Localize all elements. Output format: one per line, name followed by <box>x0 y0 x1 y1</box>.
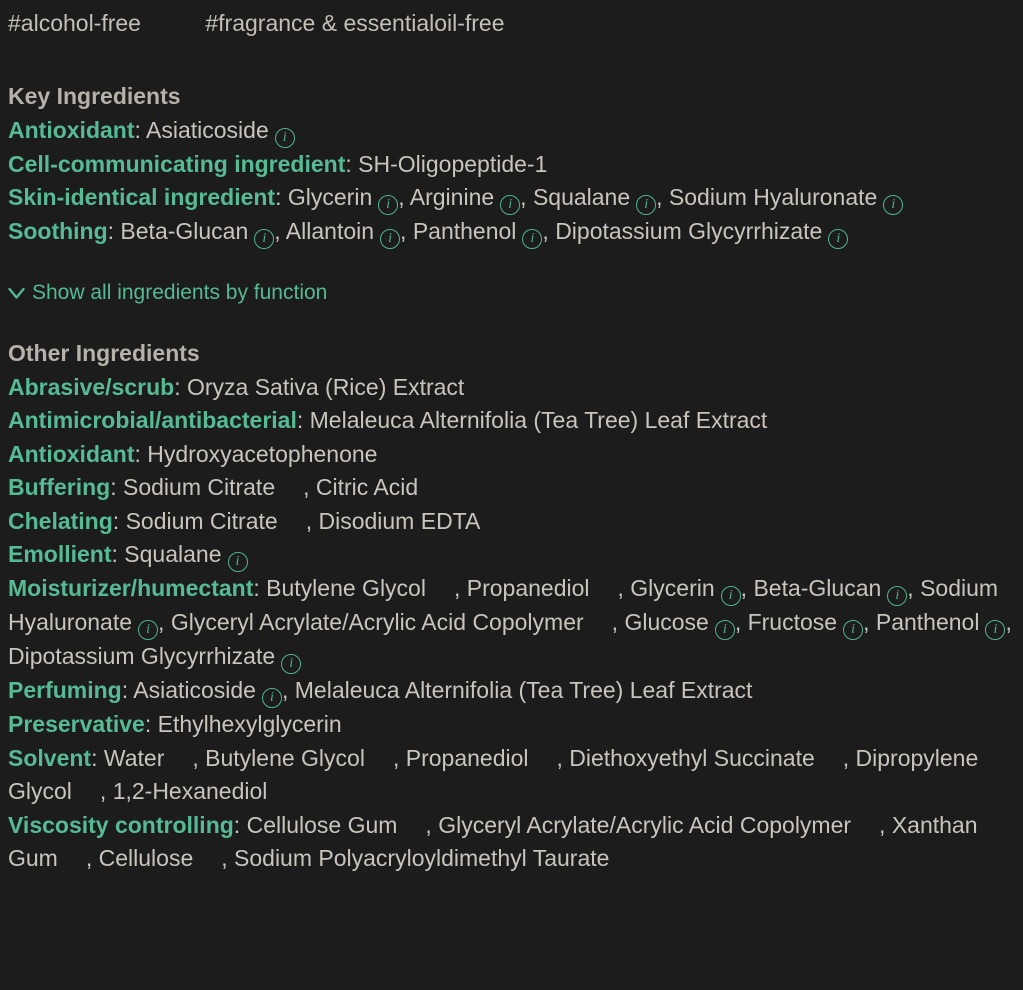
ingredient-link[interactable]: Cellulose Gum <box>246 811 398 838</box>
ingredient-link[interactable]: Ethylhexylglycerin <box>157 711 342 737</box>
info-icon[interactable]: i <box>500 195 520 215</box>
info-icon[interactable]: i <box>262 688 282 708</box>
ingredient-link[interactable]: Asiaticoside <box>133 677 256 703</box>
function-label[interactable]: Viscosity controlling <box>8 811 234 838</box>
chevron-down-icon <box>8 276 25 310</box>
function-label[interactable]: Solvent <box>8 744 92 771</box>
key-ingredients-heading: Key Ingredients <box>8 83 181 109</box>
info-icon[interactable]: i <box>228 552 248 572</box>
info-icon[interactable]: i <box>275 128 295 148</box>
ingredient-link[interactable]: Citric Acid <box>315 474 419 500</box>
ingredient-row: Antioxidant: Asiaticoside i <box>8 114 1013 148</box>
ingredient-row: Emollient: Squalane i <box>8 538 1013 572</box>
ingredient-link[interactable]: Asiaticoside <box>146 116 269 143</box>
ingredient-link[interactable]: Dipotassium Glycyrrhizate <box>8 643 276 669</box>
key-ingredients-list <box>8 114 1013 250</box>
ingredient-row: Chelating: Sodium Citrate , Disodium EDTA <box>8 507 481 534</box>
ingredient-link[interactable]: Xanthan Gum <box>8 811 978 871</box>
ingredient-link[interactable]: Allantoin <box>285 218 375 244</box>
info-icon[interactable]: i <box>715 620 735 640</box>
hashtag-row <box>8 6 1013 40</box>
hashtag-fragrance-essentialoil-free[interactable]: #fragrance & essentialoil-free <box>205 10 505 36</box>
info-icon[interactable]: i <box>378 195 398 215</box>
info-icon[interactable]: i <box>636 195 656 215</box>
ingredient-row: Antimicrobial/antibacterial: Melaleuca Alternifolia (Tea Tree) Leaf Extract <box>8 407 768 433</box>
info-icon[interactable]: i <box>828 229 848 249</box>
ingredient-link[interactable]: Glucose <box>624 609 709 635</box>
function-label[interactable]: Soothing <box>8 218 108 244</box>
ingredient-link[interactable]: Beta-Glucan <box>120 218 249 244</box>
ingredient-link[interactable]: Fructose <box>747 609 838 635</box>
ingredient-row: Abrasive/scrub: Oryza Sativa (Rice) Extract <box>8 373 465 400</box>
ingredient-link[interactable]: Propanediol <box>405 744 529 771</box>
ingredient-link[interactable]: Panthenol <box>875 609 980 635</box>
info-icon[interactable]: i <box>843 620 863 640</box>
ingredient-link[interactable]: Cellulose <box>98 845 194 871</box>
ingredient-link[interactable]: Sodium Citrate <box>123 474 276 500</box>
ingredient-link[interactable]: Hydroxyacetophenone <box>147 440 378 467</box>
function-label[interactable]: Perfuming <box>8 677 122 703</box>
ingredient-row: Buffering: Sodium Citrate , Citric Acid <box>8 474 419 500</box>
function-label[interactable]: Antioxidant <box>8 440 135 467</box>
info-icon[interactable]: i <box>281 654 301 674</box>
info-icon[interactable]: i <box>522 229 542 249</box>
function-label[interactable]: Abrasive/scrub <box>8 373 175 400</box>
function-label[interactable]: Antioxidant <box>8 116 135 143</box>
function-label[interactable]: Buffering <box>8 474 111 500</box>
function-label[interactable]: Chelating <box>8 507 113 534</box>
ingredient-row: Soothing: Beta-Glucan i , Allantoin i , Panthenol i , Dipotassium Glycyrrhizate i <box>8 215 1013 249</box>
function-label[interactable]: Antimicrobial/antibacterial <box>8 407 297 433</box>
ingredient-link[interactable]: SH-Oligopeptide-1 <box>358 150 548 177</box>
ingredient-row: Solvent: Water , Butylene Glycol , Propanediol , Diethoxyethyl Succinate , Dipropylene Glycol , 1,2-Hexanediol <box>8 744 979 804</box>
function-label[interactable]: Moisturizer/humectant <box>8 575 254 601</box>
function-label[interactable]: Cell-communicating ingredient <box>8 150 346 177</box>
show-all-ingredients-link[interactable] <box>8 276 1013 310</box>
ingredient-row: Perfuming: Asiaticoside i , Melaleuca Alternifolia (Tea Tree) Leaf Extract <box>8 674 1013 708</box>
ingredient-link[interactable]: Sodium Hyaluronate <box>8 575 999 635</box>
ingredient-link[interactable]: Dipotassium Glycyrrhizate <box>555 218 823 244</box>
ingredient-row: Antioxidant: Hydroxyacetophenone <box>8 440 378 467</box>
other-ingredients-heading: Other Ingredients <box>8 340 200 366</box>
info-icon[interactable]: i <box>985 620 1005 640</box>
ingredient-link[interactable]: Arginine <box>409 184 495 210</box>
ingredient-link[interactable]: Dipropylene Glycol <box>8 744 979 804</box>
ingredient-link[interactable]: Panthenol <box>412 218 517 244</box>
ingredient-link[interactable]: Glyceryl Acrylate/Acrylic Acid Copolymer <box>170 609 584 635</box>
ingredient-link[interactable]: Water <box>103 744 165 771</box>
info-icon[interactable]: i <box>887 586 907 606</box>
ingredient-link[interactable]: Oryza Sativa (Rice) Extract <box>186 373 465 400</box>
show-all-label: Show all ingredients by function <box>32 281 328 304</box>
other-ingredients-list <box>8 371 1013 876</box>
info-icon[interactable]: i <box>883 195 903 215</box>
ingredient-row: Moisturizer/humectant: Butylene Glycol , Propanediol , Glycerin i , Beta-Glucan i , Sodium Hyaluronate i , Glyceryl Acrylate/Acrylic Acid Copolymer , Glucose i , Fructose i , Panthenol i , Dipotassium Glycyrrhizate i <box>8 572 1013 674</box>
ingredient-link[interactable]: Glyceryl Acrylate/Acrylic Acid Copolymer <box>438 811 852 838</box>
info-icon[interactable]: i <box>721 586 741 606</box>
ingredient-row: Viscosity controlling: Cellulose Gum , Glyceryl Acrylate/Acrylic Acid Copolymer , Xanthan Gum , Cellulose , Sodium Polyacryloyldimethyl Taurate <box>8 811 978 871</box>
ingredient-row: Cell-communicating ingredient: SH-Oligopeptide-1 <box>8 150 548 177</box>
ingredient-link[interactable]: Squalane <box>532 184 631 210</box>
hashtag-alcohol-free[interactable]: #alcohol-free <box>8 10 141 36</box>
info-icon[interactable]: i <box>138 620 158 640</box>
ingredient-link[interactable]: Melaleuca Alternifolia (Tea Tree) Leaf Extract <box>309 407 768 433</box>
ingredient-link[interactable]: Melaleuca Alternifolia (Tea Tree) Leaf Extract <box>294 677 753 703</box>
ingredient-link[interactable]: Beta-Glucan <box>753 575 882 601</box>
ingredient-link[interactable]: Propanediol <box>466 575 590 601</box>
ingredient-link[interactable]: 1,2-Hexanediol <box>112 778 268 804</box>
ingredient-link[interactable]: Sodium Citrate <box>125 507 278 534</box>
ingredient-link[interactable]: Diethoxyethyl Succinate <box>569 744 815 771</box>
function-label[interactable]: Skin-identical ingredient <box>8 184 276 210</box>
ingredient-link[interactable]: Sodium Hyaluronate <box>668 184 878 210</box>
ingredient-link[interactable]: Glycerin <box>630 575 715 601</box>
ingredient-link[interactable]: Squalane <box>124 541 222 567</box>
ingredient-link[interactable]: Butylene Glycol <box>266 575 426 601</box>
info-icon[interactable]: i <box>254 229 274 249</box>
ingredient-row: Skin-identical ingredient: Glycerin i , Arginine i , Squalane i , Sodium Hyaluronate i <box>8 181 1013 215</box>
ingredient-row: Preservative: Ethylhexylglycerin <box>8 711 342 737</box>
ingredient-link[interactable]: Disodium EDTA <box>318 507 481 534</box>
ingredient-link[interactable]: Butylene Glycol <box>205 744 365 771</box>
function-label[interactable]: Emollient <box>8 541 112 567</box>
ingredient-link[interactable]: Glycerin <box>287 184 373 210</box>
ingredient-link[interactable]: Sodium Polyacryloyldimethyl Taurate <box>234 845 610 871</box>
function-label[interactable]: Preservative <box>8 711 145 737</box>
info-icon[interactable]: i <box>380 229 400 249</box>
